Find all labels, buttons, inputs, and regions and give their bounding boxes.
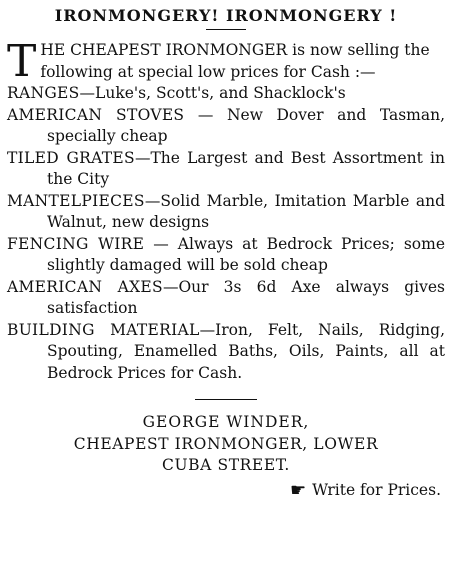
signature-line-2: CHEAPEST IRONMONGER, LOWER — [73, 434, 379, 453]
intro-paragraph — [7, 36, 445, 87]
item-mantelpieces — [7, 191, 445, 234]
item-key: TILED GRATES — [7, 148, 135, 167]
item-fencing-wire — [7, 234, 445, 277]
item-text: —Solid Marble, Imitation Marble and Walnut, new designs — [47, 191, 445, 231]
headline: IRONMONGERY! IRONMONGERY ! — [54, 6, 398, 25]
item-building-material — [7, 320, 445, 385]
item-key: RANGES — [7, 84, 80, 102]
headline-rule — [206, 29, 246, 30]
item-text: — New Dover and Tasman, specially cheap — [47, 105, 446, 145]
item-key: AMERICAN STOVES — [7, 105, 185, 124]
section-divider — [195, 399, 257, 400]
item-key: BUILDING MATERIAL — [7, 320, 200, 339]
item-key: FENCING WIRE — [7, 234, 145, 253]
drop-cap: T — [7, 36, 37, 87]
item-american-stoves — [7, 105, 445, 148]
item-key: MANTELPIECES — [7, 191, 145, 210]
pointing-hand-icon: ☛ — [289, 479, 307, 501]
item-text: —Luke's, Scott's, and Shacklock's — [79, 84, 346, 102]
item-american-axes — [7, 277, 445, 320]
item-text: —The Largest and Best Assortment in the City — [47, 148, 445, 188]
item-text: —Iron, Felt, Nails, Ridging, Spouting, Enamelled Baths, Oils, Paints, all at Bedrock Prices for Cash. — [47, 320, 446, 382]
footer-note — [7, 479, 445, 502]
item-key: AMERICAN AXES — [7, 277, 163, 296]
item-list — [7, 83, 445, 384]
intro-text: HE CHEAPEST IRONMONGER is now selling the following at special low prices for Cash :— — [40, 41, 430, 81]
signature-line-3: CUBA STREET. — [162, 456, 290, 474]
item-text: —Our 3s 6d Axe always gives satisfaction — [47, 277, 446, 317]
item-text: — Always at Bedrock Prices; some slightly damaged will be sold cheap — [47, 234, 446, 274]
footer-text: Write for Prices. — [312, 480, 441, 499]
item-ranges — [7, 83, 445, 105]
advertisement — [7, 4, 445, 502]
signature-name: GEORGE WINDER, — [142, 413, 310, 431]
item-tiled-grates — [7, 148, 445, 191]
